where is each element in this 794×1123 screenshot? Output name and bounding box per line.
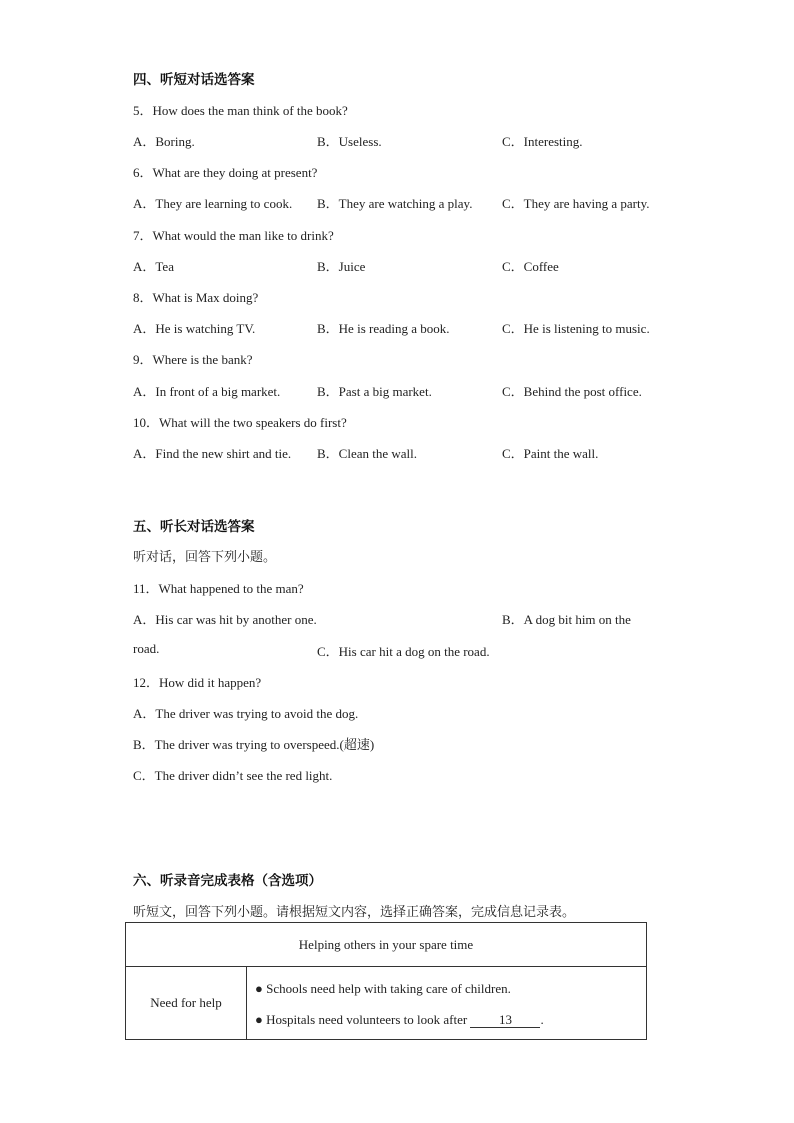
- question-8-option-a: A．He is watching TV.: [133, 321, 256, 336]
- question-7-option-c: C．Coffee: [502, 259, 559, 274]
- question-12-option-b: B．The driver was trying to overspeed.(超速): [133, 737, 375, 752]
- question-5-option-b: B．Useless.: [317, 134, 382, 149]
- question-6-option-a: A．They are learning to cook.: [133, 196, 293, 211]
- info-record-table: [125, 922, 647, 1040]
- question-12-option-c: C．The driver didn’t see the red light.: [133, 768, 333, 783]
- question-12: 12．How did it happen?: [133, 675, 262, 690]
- question-10-option-b: B．Clean the wall.: [317, 446, 418, 461]
- table-bullet-2-text: ● Hospitals need volunteers to look after: [255, 1012, 471, 1027]
- question-5-option-a: A．Boring.: [133, 134, 195, 149]
- question-9-option-a: A．In front of a big market.: [133, 384, 281, 399]
- table-bullet-1: ● Schools need help with taking care of children.: [255, 981, 511, 996]
- section-6-instruction: 听短文，回答下列小题。请根据短文内容，选择正确答案，完成信息记录表。: [133, 905, 576, 920]
- table-bullet-2-suffix: .: [540, 1012, 544, 1027]
- question-6: 6．What are they doing at present?: [133, 165, 318, 180]
- section-4-heading: 四、听短对话选答案: [133, 72, 255, 88]
- question-12-option-a: A．The driver was trying to avoid the dog.: [133, 706, 359, 721]
- question-9-option-c: C．Behind the post office.: [502, 384, 642, 399]
- question-6-option-b: B．They are watching a play.: [317, 196, 473, 211]
- question-5: 5．How does the man think of the book?: [133, 103, 348, 118]
- table-bullet-2: [255, 1004, 646, 1035]
- table-title: Helping others in your spare time: [126, 923, 647, 967]
- answer-blank-13[interactable]: 13: [470, 1013, 540, 1028]
- question-7: 7．What would the man like to drink?: [133, 228, 334, 243]
- section-5-heading: 五、听长对话选答案: [133, 519, 255, 535]
- question-10-option-a: A．Find the new shirt and tie.: [133, 446, 292, 461]
- question-7-option-b: B．Juice: [317, 259, 366, 274]
- question-9-option-b: B．Past a big market.: [317, 384, 432, 399]
- question-5-option-c: C．Interesting.: [502, 134, 583, 149]
- question-8: 8．What is Max doing?: [133, 290, 259, 305]
- question-10-option-c: C．Paint the wall.: [502, 446, 599, 461]
- question-11-option-c: C．His car hit a dog on the road.: [317, 644, 490, 659]
- question-8-option-b: B．He is reading a book.: [317, 321, 450, 336]
- table-row-content: [247, 967, 647, 1040]
- question-9: 9．Where is the bank?: [133, 352, 253, 367]
- question-10: 10．What will the two speakers do first?: [133, 415, 347, 430]
- question-11-option-b-continued: road.: [133, 641, 160, 656]
- question-11-option-a: A．His car was hit by another one.: [133, 612, 317, 627]
- question-6-option-c: C．They are having a party.: [502, 196, 650, 211]
- question-7-option-a: A．Tea: [133, 259, 174, 274]
- table-row-label: Need for help: [126, 967, 247, 1040]
- question-11-option-b: B．A dog bit him on the: [502, 612, 631, 627]
- section-6-heading: 六、听录音完成表格（含选项）: [133, 873, 322, 889]
- question-11: 11．What happened to the man?: [133, 581, 304, 596]
- section-5-instruction: 听对话，回答下列小题。: [133, 550, 277, 565]
- question-8-option-c: C．He is listening to music.: [502, 321, 650, 336]
